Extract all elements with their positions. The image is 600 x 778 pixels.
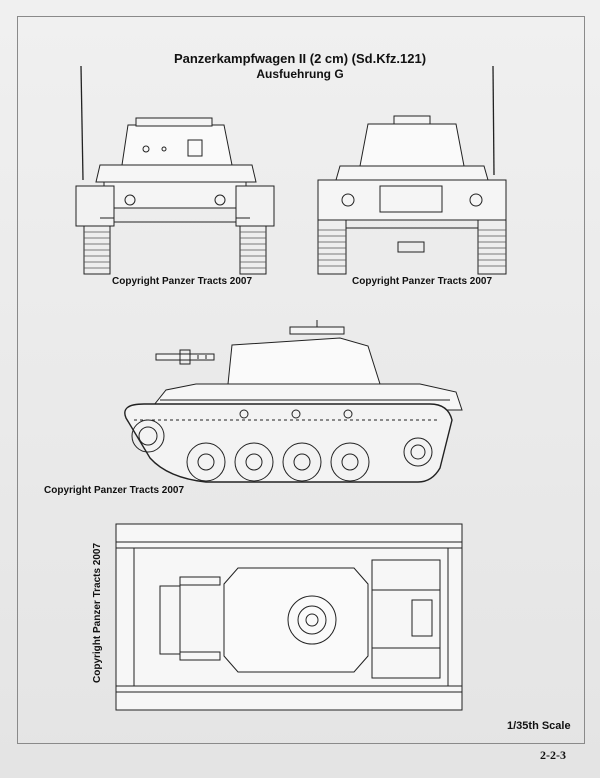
front-view-drawing (76, 66, 274, 274)
drawing-subtitle: Ausfuehrung G (256, 67, 344, 81)
side-view-drawing (125, 320, 462, 482)
copyright-front-view: Copyright Panzer Tracts 2007 (112, 276, 253, 287)
rear-view-drawing (318, 66, 506, 274)
drawing-title: Panzerkampfwagen II (2 cm) (Sd.Kfz.121) (173, 51, 427, 66)
scale-label: 1/35th Scale (507, 720, 571, 732)
copyright-rear-view: Copyright Panzer Tracts 2007 (352, 276, 493, 287)
top-view-drawing (116, 524, 462, 710)
copyright-top-view: Copyright Panzer Tracts 2007 (92, 542, 103, 683)
copyright-side-view: Copyright Panzer Tracts 2007 (44, 485, 185, 496)
page-number: 2-2-3 (540, 748, 566, 762)
